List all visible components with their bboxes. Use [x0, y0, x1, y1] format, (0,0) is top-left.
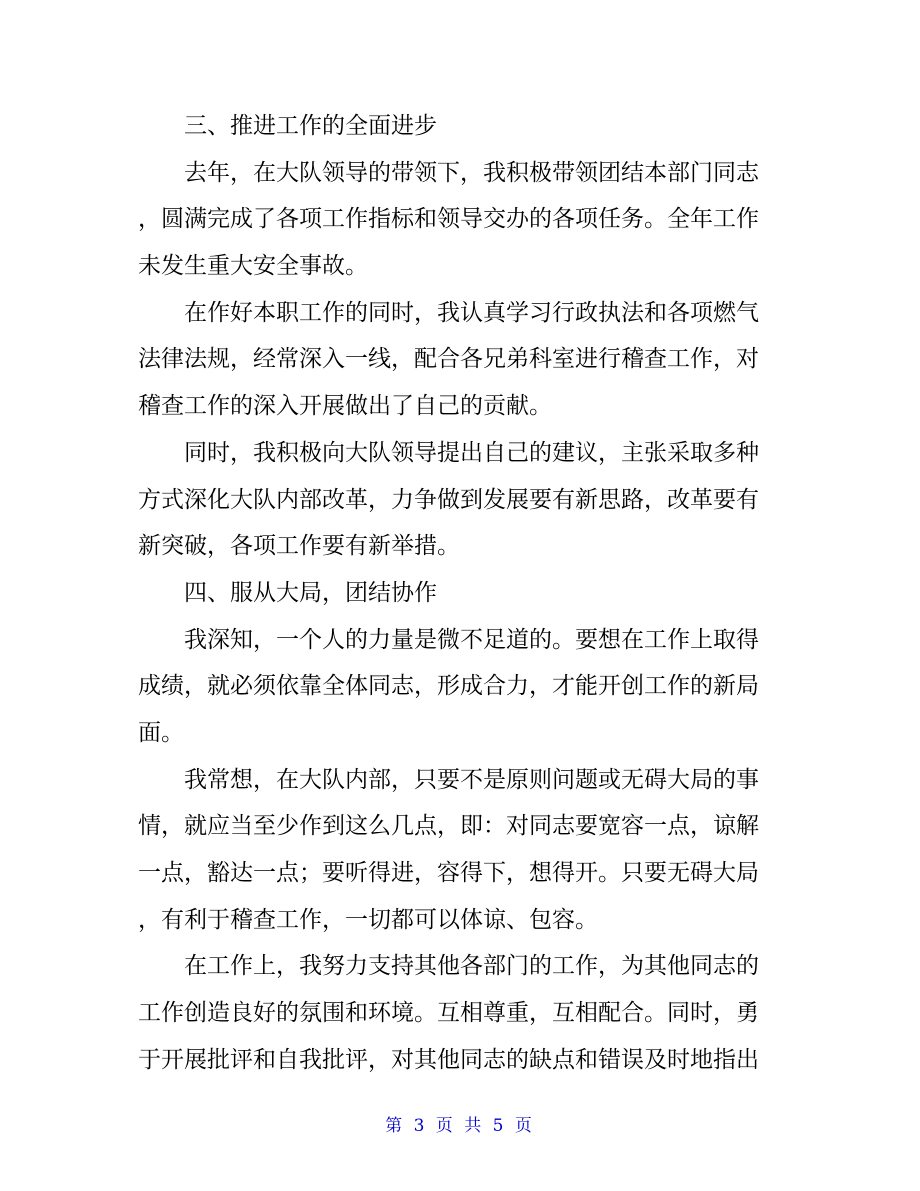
paragraph-line: 新突破，各项工作要有新举措。	[138, 533, 460, 560]
page-number-footer: 第 3 页 共 5 页	[385, 1116, 535, 1136]
paragraph-line: 情，就应当至少作到这么几点，即：对同志要宽容一点，谅解	[138, 813, 759, 840]
paragraph-line: ，有利于稽查工作，一切都可以体谅、包容。	[138, 906, 598, 933]
paragraph-line: 方式深化大队内部改革，力争做到发展要有新思路，改革要有	[138, 486, 759, 513]
paragraph-line: 面。	[138, 719, 184, 746]
paragraph-line: 法律法规，经常深入一线，配合各兄弟科室进行稽查工作，对	[138, 346, 759, 373]
paragraph-line: 在作好本职工作的同时，我认真学习行政执法和各项燃气	[184, 299, 759, 326]
paragraph-line: 于开展批评和自我批评，对其他同志的缺点和错误及时地指出	[138, 1046, 759, 1073]
paragraph-line: 未发生重大安全事故。	[138, 253, 368, 280]
paragraph-line: 在工作上，我努力支持其他各部门的工作，为其他同志的	[184, 953, 759, 980]
paragraph-line: 工作创造良好的氛围和环境。互相尊重，互相配合。同时，勇	[138, 1000, 759, 1027]
paragraph-line: 一点，豁达一点；要听得进，容得下，想得开。只要无碍大局	[138, 860, 759, 886]
paragraph-line: ，圆满完成了各项工作指标和领导交办的各项任务。全年工作	[138, 206, 759, 233]
section-heading: 三、推进工作的全面进步	[184, 113, 437, 139]
paragraph-line: 我深知，一个人的力量是微不足道的。要想在工作上取得	[184, 626, 759, 653]
document-body	[138, 103, 784, 1083]
paragraph-line: 同时，我积极向大队领导提出自己的建议，主张采取多种	[184, 439, 759, 466]
paragraph-line: 去年，在大队领导的带领下，我积极带领团结本部门同志	[184, 159, 759, 186]
section-heading: 四、服从大局，团结协作	[184, 579, 437, 606]
paragraph-line: 稽查工作的深入开展做出了自己的贡献。	[138, 393, 552, 420]
paragraph-line: 成绩，就必须依靠全体同志，形成合力，才能开创工作的新局	[138, 673, 759, 700]
paragraph-line: 我常想，在大队内部，只要不是原则问题或无碍大局的事	[184, 766, 759, 793]
